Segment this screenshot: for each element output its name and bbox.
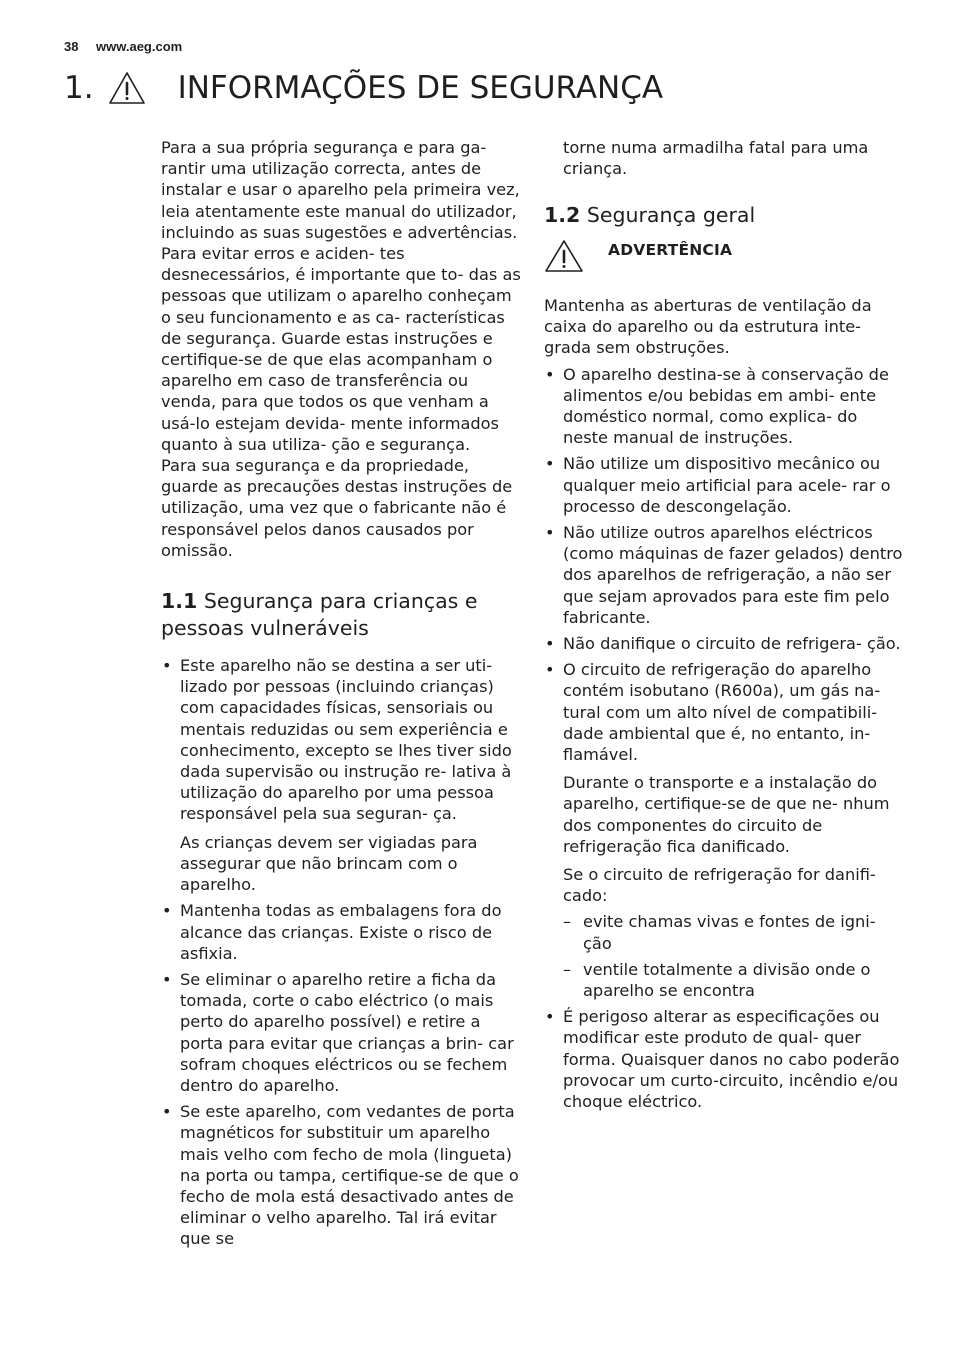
list-item (544, 522, 904, 628)
list-item-text: Se este aparelho, com vedantes de porta magnéticos for substituir um aparelho mais velho com fecho de mola (lingueta) na porta ou tampa, certifique-se de que o fecho de mola está desactivado antes de eliminar o velho aparelho. Tal irá evitar que se (180, 1102, 519, 1249)
list-item-text: É perigoso alterar as especificações ou modificar este produto de qual- quer forma. Quaisquer danos no cabo poderão provocar um curto-circuito, incêndio e/ou choque eléctrico. (563, 1007, 900, 1112)
list-item (161, 900, 521, 964)
general-safety-intro: Mantenha as aberturas de ventilação da caixa do aparelho ou da estrutura inte- grada sem obstruções. (544, 295, 872, 358)
continuation-text: torne numa armadilha fatal para uma criança. (563, 138, 869, 179)
warning-triangle-icon (108, 71, 146, 105)
list-item-text: Não utilize um dispositivo mecânico ou qualquer meio artificial para acele- rar o processo de descongelação. (563, 454, 891, 516)
dash-list (563, 911, 904, 1001)
list-item-text: Este aparelho não se destina a ser uti- lizado por pessoas (incluindo crianças) com capacidades físicas, sensoriais ou mentais reduzidas ou sem experiência e conhecimento, excepto se lhes tiver sido dada supervisão ou instrução re- lativa à utilização do aparelho por uma pessoa responsável pela sua seguran- ça. (180, 656, 512, 824)
intro-paragraph-2: Para sua segurança e da propriedade, guarde as precauções destas instruções de utilização, uma vez que o fabricante não é responsável pelos danos causados por omissão. (161, 456, 513, 560)
right-column (544, 137, 904, 1117)
section-title: Segurança para crianças e pessoas vulneráveis (161, 589, 478, 640)
general-safety-list (544, 364, 904, 1113)
list-item-text: Não danifique o circuito de refrigera- ção. (563, 633, 901, 653)
list-item (161, 1101, 521, 1249)
header-url[interactable]: www.aeg.com (96, 39, 183, 54)
section-heading-1-1 (161, 588, 521, 641)
list-item-text: Mantenha todas as embalagens fora do alcance das crianças. Existe o risco de asfixia. (180, 901, 502, 963)
warning-triangle-icon (544, 239, 584, 273)
section-number: 1.2 (544, 203, 581, 228)
title-number: 1. (64, 70, 94, 106)
list-item-subparagraph: As crianças devem ser vigiadas para assegurar que não brincam com o aparelho. (180, 832, 478, 895)
warning-box (544, 237, 904, 273)
list-item (161, 655, 521, 895)
list-item (544, 453, 904, 517)
list-item (544, 364, 904, 449)
dash-item: – ventile totalmente a divisão onde o aparelho se encontra (563, 959, 904, 1001)
children-safety-list (161, 655, 521, 1249)
warning-label: ADVERTÊNCIA (608, 240, 733, 259)
list-item (161, 969, 521, 1096)
list-item-text: O circuito de refrigeração do aparelho contém isobutano (R600a), um gás na- tural com um alto nível de compatibili- dade ambiental que é, no entanto, in- flamável. (563, 660, 881, 764)
left-column (161, 137, 521, 1255)
section-number: 1.1 (161, 589, 198, 614)
page-number: 38 (64, 39, 79, 54)
page-title (64, 66, 663, 110)
list-item-subparagraph: Durante o transporte e a instalação do aparelho, certifique-se de que ne- nhum dos componentes do circuito de refrigeração fica danificado. (563, 773, 890, 856)
list-item (544, 659, 904, 1001)
list-item-text: O aparelho destina-se à conservação de alimentos e/ou bebidas em ambi- ente doméstico normal, como explica- do neste manual de instruções. (563, 364, 889, 448)
list-item (544, 1006, 904, 1112)
intro-paragraph-1: Para a sua própria segurança e para ga- rantir uma utilização correcta, antes de instalar e usar o aparelho pela primeira vez, leia atentamente este manual do utilizador, incluindo as suas sugestões e advertências. Para evitar erros e aciden- tes desnecessários, é importante que to- das as pessoas que utilizam o aparelho conheçam o seu funcionamento e as ca- racterísticas de segurança. Guarde estas instruções e certifique-se de que elas acompanham o aparelho em caso de transferência ou venda, para que todos os que venham a usá-lo estejam devida- mente informados quanto à sua utiliza- ção e segurança. (161, 138, 521, 454)
list-item (544, 633, 904, 654)
dash-item: – evite chamas vivas e fontes de igni- ção (563, 911, 904, 953)
list-item-text: Não utilize outros aparelhos eléctricos (como máquinas de fazer gelados) dentro dos aparelhos de refrigeração, a não ser que sejam aprovados para este fim pelo fabricante. (563, 522, 903, 627)
list-item-subparagraph: Se o circuito de refrigeração for danifi- cado: (563, 864, 876, 906)
section-heading-1-2 (544, 202, 904, 229)
title-text: INFORMAÇÕES DE SEGURANÇA (177, 70, 664, 106)
list-item-text: Se eliminar o aparelho retire a ficha da tomada, corte o cabo eléctrico (o mais perto do aparelho possível) e retire a porta para evitar que crianças a brin- car sofram choques eléctricos ou se fechem dentro do aparelho. (180, 969, 514, 1095)
section-title: Segurança geral (586, 203, 756, 228)
